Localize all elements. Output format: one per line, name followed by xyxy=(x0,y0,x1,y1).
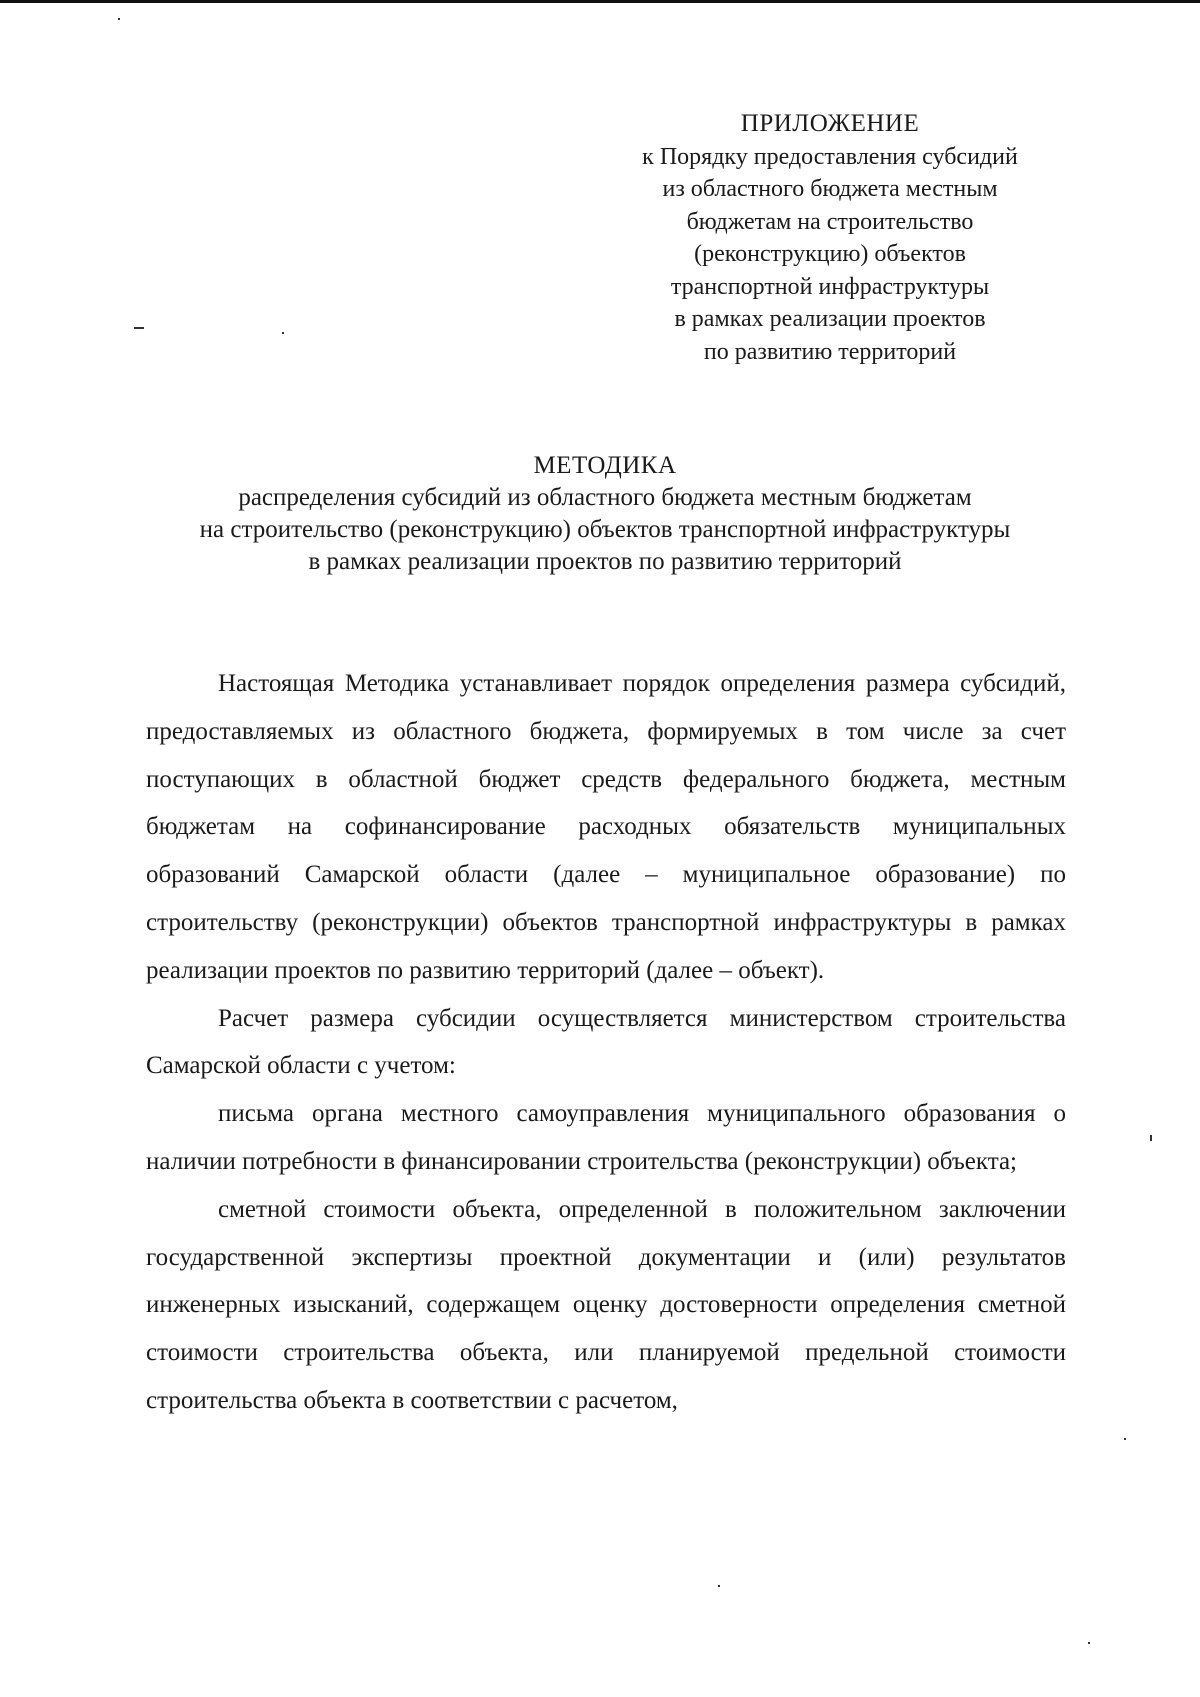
body-paragraph: сметной стоимости объекта, определенной в положительном заключении государственной экспертизы проектной документации и (или) результатов инженерных изысканий, содержащем оценку достоверности определения сметной стоимости строительства объекта, или планируемой предельной стоимости строительства объекта в соответствии с расчетом, xyxy=(146,1195,1066,1414)
scan-speck xyxy=(1088,1642,1090,1644)
annex-line: из областного бюджета местным xyxy=(662,176,998,202)
document-title: МЕТОДИКА xyxy=(533,452,677,479)
body-paragraph: письма органа местного самоуправления муниципального образования о наличии потребности в финансировании строительства (реконструкции) объекта; xyxy=(146,1100,1066,1175)
scan-speck xyxy=(1124,1438,1126,1440)
document-title-block xyxy=(130,450,1080,578)
document-subtitle-line: на строительство (реконструкцию) объектов транспортной инфраструктуры xyxy=(199,516,1011,543)
scan-speck xyxy=(1150,1135,1152,1141)
scan-speck xyxy=(118,18,120,20)
annex-line: транспортной инфраструктуры xyxy=(670,273,990,300)
annex-line: (реконструкцию) объектов xyxy=(694,241,966,267)
scan-top-edge xyxy=(0,0,1200,3)
annex-line: в рамках реализации проектов xyxy=(674,306,986,332)
body-paragraph: Настоящая Методика устанавливает порядок определения размера субсидий, предоставляемых из областного бюджета, формируемых в том числе за счет поступающих в областной бюджет средств федерального бюджета, местным бюджетам на софинансирование расходных обязательств муниципальных образований Самарской области (далее – муниципальное образование) по строительству (реконструкции) объектов транспортной инфраструктуры в рамках реализации проектов по развитию территорий (далее – объект). xyxy=(146,670,1066,984)
scan-speck xyxy=(134,327,144,329)
document-body xyxy=(146,660,1066,1425)
document-subtitle-line: в рамках реализации проектов по развитию территорий xyxy=(308,548,902,575)
document-subtitle-line: распределения субсидий из областного бюджета местным бюджетам xyxy=(238,484,972,511)
annex-heading: ПРИЛОЖЕНИЕ xyxy=(740,110,920,137)
annex-line: к Порядку предоставления субсидий xyxy=(642,143,1018,170)
scan-speck xyxy=(282,332,284,334)
body-paragraph: Расчет размера субсидии осуществляется министерством строительства Самарской области с учетом: xyxy=(146,1004,1066,1080)
annex-block xyxy=(600,108,1060,368)
annex-line: по развитию территорий xyxy=(703,338,957,365)
scan-speck xyxy=(718,1585,720,1587)
annex-line: бюджетам на строительство xyxy=(686,208,974,235)
